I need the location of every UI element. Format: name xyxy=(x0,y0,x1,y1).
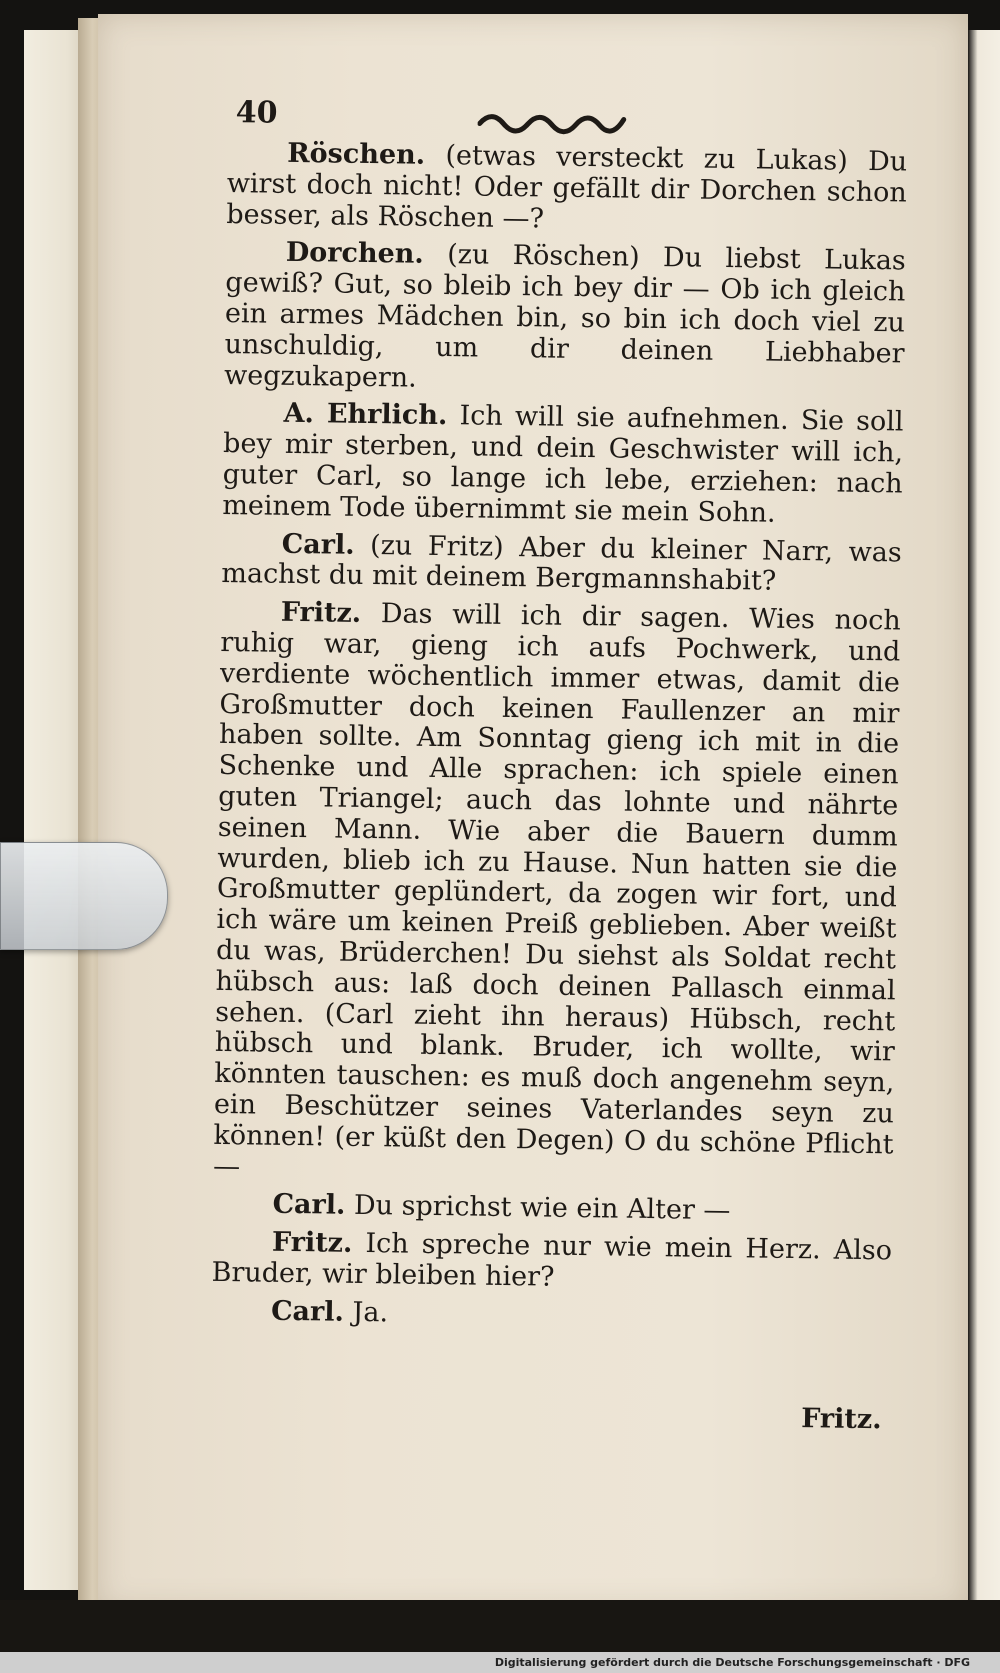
paragraph xyxy=(222,398,904,531)
paragraph-text: (zu Fritz) Aber du kleiner Narr, was machst du mit deinem Bergmannshabit? xyxy=(221,529,902,598)
paragraph-text: (zu Röschen) Du liebst Lukas gewiß? Gut, so bleib ich bey dir — Ob ich gleich ein armes Mädchen bin, so bin ich doch viel zu unschuldig, um dir deinen Liebhaber wegzukapern. xyxy=(223,239,907,394)
paragraph xyxy=(221,529,902,600)
paragraph xyxy=(211,1296,891,1336)
paragraph-text: Ich spreche nur wie mein Herz. Also Bruder, wir bleiben hier? xyxy=(211,1228,893,1293)
paragraph-text: Das will ich dir sagen. Wies noch ruhig war, gieng ich aufs Pochwerk, und verdiente wöchentlich immer etwas, damit die Großmutter doch keinen Faullenzer an mir haben sollte. Am Sonntag gieng ich mit in die Schenke und Alle sprachen: ich spiele einen guten Triangel; auch das lohnte und nährte seinen Mann. Wie aber die Bauern dumm wurden, blieb ich zu Hause. Nun hatten sie die Großmutter geplündert, da zogen wir fort, und ich wäre um keinen Preiß geblieben. Aber weißt du was, Brüderchen! Du siehst als Soldat recht hübsch aus: laß doch deinen Pallasch einmal sehen. (Carl zieht ihn heraus) Hübsch, recht hübsch und blank. Bruder, ich wollte, wir könnten tauschen: es muß doch angenehm seyn, ein Beschützer seines Vaterlandes seyn zu können! (er küßt den Degen) O du schöne Pflicht — xyxy=(212,598,901,1182)
funding-credit: Digitalisierung gefördert durch die Deutsche Forschungsgemeinschaft · DFG xyxy=(494,1656,970,1669)
paragraph-text: Ja. xyxy=(352,1296,389,1329)
paragraph-text: (etwas versteckt zu Lukas) Du wirst doch nicht! Oder gefällt dir Dorchen schon besser, als Röschen —? xyxy=(226,140,908,235)
wave-ornament-icon xyxy=(478,105,628,137)
speaker-name: Carl. xyxy=(272,1189,346,1222)
speaker-name: Fritz. xyxy=(280,596,362,630)
speaker-name: Carl. xyxy=(281,528,355,561)
scan-bottom-border xyxy=(0,1600,1000,1652)
footer-bar xyxy=(0,1652,1000,1673)
paragraph-text: Ich will sie aufnehmen. Sie soll bey mir sterben, und dein Geschwister will ich, guter Carl, so lange ich lebe, erziehen: nach meinem Tode übernimmt sie mein Sohn. xyxy=(222,400,904,529)
paragraph-text: Du sprichst wie ein Alter — xyxy=(353,1190,731,1227)
speaker-name: A. Ehrlich. xyxy=(283,398,448,432)
paragraph xyxy=(211,1227,892,1298)
speaker-name: Dorchen. xyxy=(285,237,424,271)
paragraph xyxy=(212,1189,892,1229)
page-clip xyxy=(0,842,168,950)
speaker-name: Fritz. xyxy=(271,1226,353,1259)
adjacent-page-right xyxy=(968,30,1000,1600)
paragraph xyxy=(213,597,901,1192)
speaker-name: Carl. xyxy=(270,1295,345,1328)
page-text xyxy=(209,95,908,1437)
adjacent-page-left xyxy=(24,30,86,1590)
paragraph xyxy=(226,138,907,240)
page-number: 40 xyxy=(235,95,278,131)
catchword: Fritz. xyxy=(801,1403,882,1436)
speaker-name: Röschen. xyxy=(287,137,426,171)
paragraph xyxy=(224,237,906,400)
